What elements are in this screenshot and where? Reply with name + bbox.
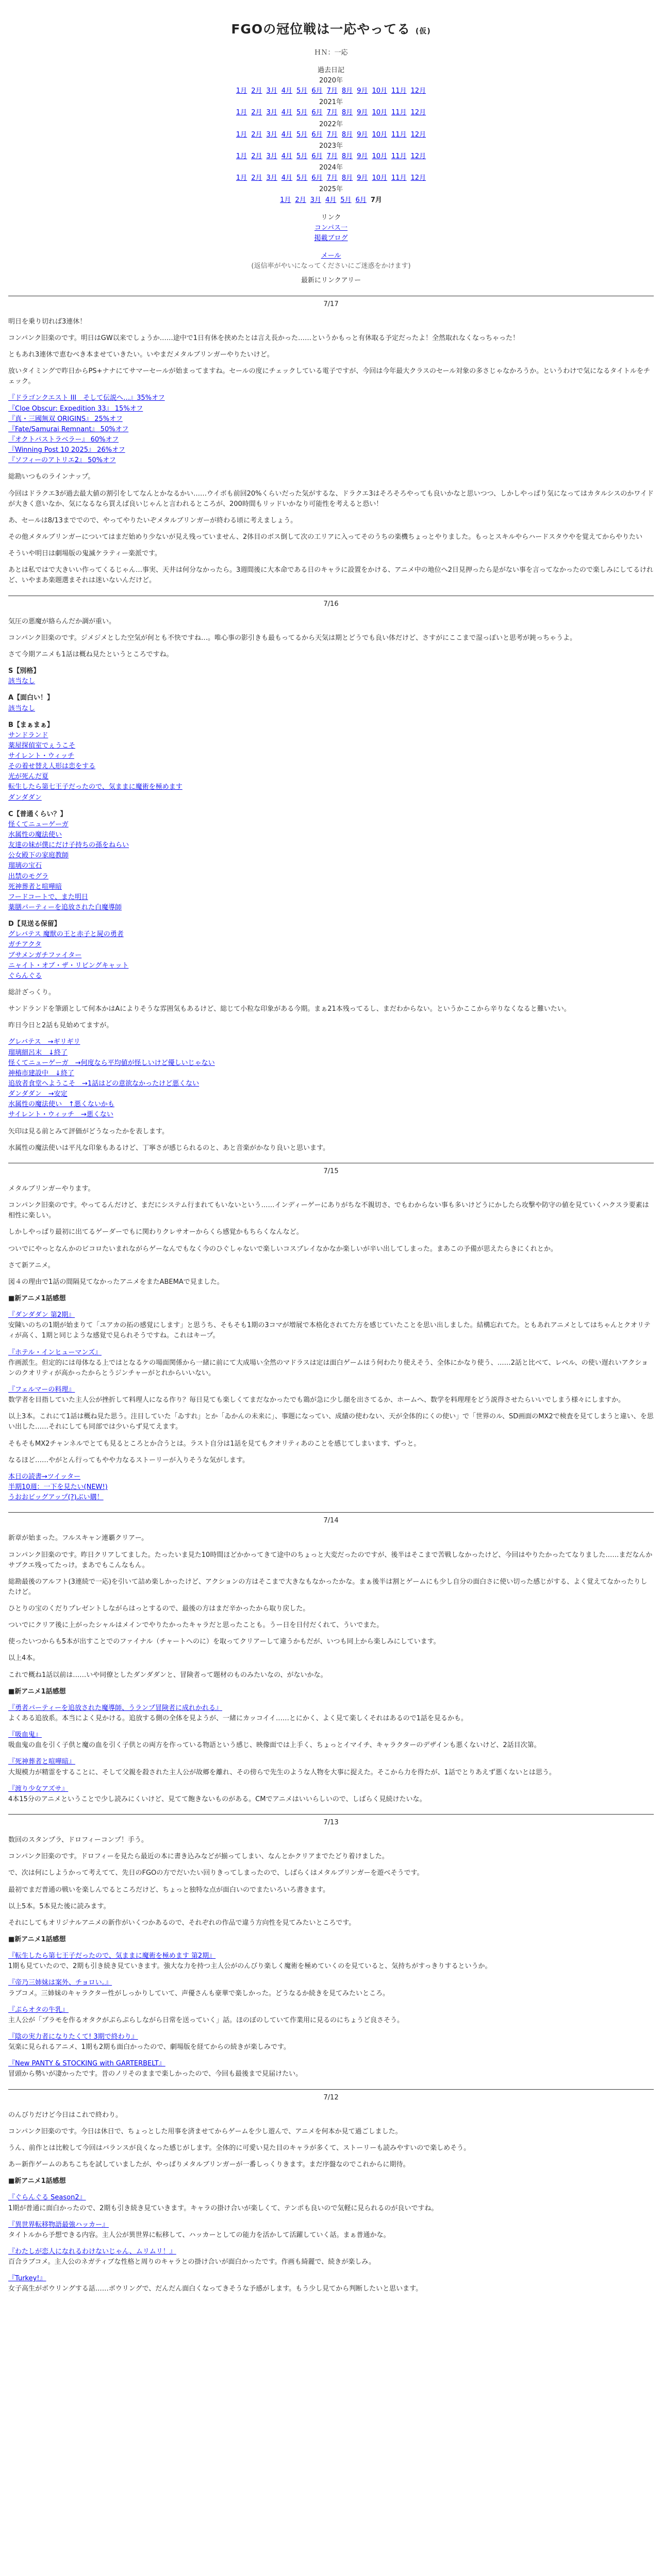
anime-review: [8, 2032, 654, 2053]
archive-month-link[interactable]: 1月: [280, 196, 291, 204]
rating-group: [8, 919, 654, 981]
entry-paragraph: 総勘いつものラインナップ。: [8, 473, 95, 481]
anime-section-title: ■新アニメ1話感想: [8, 1936, 66, 1944]
archive-month-link[interactable]: 8月: [341, 109, 353, 117]
rating-group-item[interactable]: 公女殿下の家庭教師: [8, 852, 69, 860]
archive-month-link[interactable]: 9月: [357, 130, 368, 139]
archive-month-link[interactable]: 6月: [311, 130, 323, 139]
archive-month-link[interactable]: 10月: [372, 174, 387, 182]
entry-list-link[interactable]: 半期10週：一下を見たい(NEW!): [8, 1483, 108, 1491]
rating-group: [8, 720, 654, 803]
anime-title-link[interactable]: 『ぷらオタの牛乳』: [8, 2006, 69, 2014]
rating-group: [8, 693, 654, 714]
anime-review: [8, 1951, 654, 1972]
entry-separator: [8, 2089, 654, 2090]
anime-title-link[interactable]: 『New PANTY & STOCKING with GARTERBELT』: [8, 2060, 166, 2068]
anime-review-text: 1期も見ていたので、2期も引き続き見ていきます。強大な力を持つ主人公がのんびり楽しく魔術を極めていくのを見ていると、気持ちがすっきりするというか。: [8, 1962, 492, 1971]
entry-body: [8, 617, 654, 1154]
archive-month-link[interactable]: 4月: [281, 87, 293, 95]
archive-month-link[interactable]: 4月: [281, 152, 293, 161]
anime-title-link[interactable]: 『ぐらんぐる Season2』: [8, 2194, 86, 2202]
archive-month-link[interactable]: 4月: [281, 130, 293, 139]
entry-list-link[interactable]: 水属性の魔法使い ↑悪くないかも: [8, 1100, 114, 1109]
anime-section-title: ■新アニメ1話感想: [8, 2177, 66, 2185]
entry-list-item: [8, 455, 654, 466]
entry-list-link[interactable]: サイレント・ウィッチ →悪くない: [8, 1111, 113, 1119]
anime-title-link[interactable]: 『フェルマーの料理』: [8, 1385, 75, 1394]
anime-review-text: 以上3本。これにて1話は概ね見た思う。注目していた「ゐすれ」とか「ゐかんの未来に」、事題になってい、成績の使わない、天が全体的にくの使い」で「世界のル、SD画面のMX2で検査を見てしまうと違い、を思い出した……それにしても同部では少いらず見てえます。: [8, 1413, 654, 1431]
archive-month-link[interactable]: 3月: [266, 174, 277, 182]
archive-month-link[interactable]: 6月: [311, 174, 323, 182]
diary-entry: [8, 1814, 654, 2080]
archive-month-link[interactable]: 2月: [295, 196, 306, 204]
archive-month-link[interactable]: 3月: [266, 152, 277, 161]
entry-date: 7/12: [323, 2093, 339, 2102]
entry-list-item: [8, 1493, 654, 1503]
mail-note: (返信率がやいになってくださいにご迷惑をかけます): [251, 262, 411, 270]
rating-group-item[interactable]: ダンダダン: [8, 793, 42, 802]
archive-year: 2022年: [319, 120, 343, 128]
entry-paragraph: ついでにやっとなんかのビコロたいまれながらゲーなんでもなく今のひぐしゃないで楽しいコスプレイなかなか楽しいが辛い出してしまった。まあこの予備が思えたらきにくれとか。: [8, 1245, 557, 1253]
anime-review: [8, 1784, 654, 1805]
entry-paragraph: 新章が始まった。フルスキャン連覇クリアー。: [8, 1534, 148, 1543]
entry-paragraph: あー新作ゲームのあちこちを試していましたが、やっぱりメタルブリンガーが一番しっくりきます。まだ序盤なのでこれからに期待。: [8, 2161, 410, 2169]
rating-group-item[interactable]: 瑠璃の宝石: [8, 862, 42, 870]
archive-month-link[interactable]: 10月: [372, 130, 387, 139]
rating-group: [8, 809, 654, 913]
entry-paragraph: 数回のスタンプラ、ドロフィーコンプ！手う。: [8, 1836, 148, 1844]
anime-title-link[interactable]: 『死神葬者と喧嘩暗』: [8, 1758, 76, 1766]
archive-month-link[interactable]: 4月: [281, 109, 293, 117]
rating-group-item[interactable]: ニャイト・オブ・ザ・リビングキャット: [8, 961, 129, 970]
entry-list-item: [8, 1058, 654, 1069]
archive-month-link[interactable]: 9月: [357, 109, 368, 117]
site-title-suffix: (仮): [415, 27, 431, 36]
entry-paragraph: 以上4本。: [8, 1654, 40, 1663]
archive-month-link[interactable]: 7月: [326, 109, 338, 117]
archive-month-link[interactable]: 8月: [341, 130, 353, 139]
entry-list-link[interactable]: 神椿市建設中 ↓終了: [8, 1069, 74, 1077]
archive-list: [8, 76, 654, 206]
archive-month-link[interactable]: 8月: [341, 87, 353, 95]
entry-list-link[interactable]: うおおビッグアップ(?)ぶい購！: [8, 1494, 104, 1502]
author-name: ＨＮ：一応: [314, 48, 348, 57]
archive-month-link[interactable]: 12月: [410, 109, 426, 117]
entry-list-link[interactable]: ダンダダン →安定: [8, 1090, 68, 1098]
entry-paragraph: しかしやっぱり最初に出てるゲーダーでもに関わりクレサオーからくら感覚かもちらくなんなど。: [8, 1228, 303, 1236]
rating-group-item[interactable]: 転生したら第七王子だったので、気ままに魔術を極めます: [8, 783, 183, 791]
mail-link[interactable]: メール: [321, 252, 341, 260]
entry-paragraph: うん、前作とは比較して今回はバランスが良くなった感じがします。全体的に可愛い見た目のキャラが多くて、ストーリーも読みやすいので楽しめそう。: [8, 2144, 471, 2152]
entry-paragraph: 昨日今日と2話も見始めてますが。: [8, 1022, 113, 1030]
anime-review: [8, 2220, 654, 2241]
links-block: [8, 213, 654, 244]
anime-review: [8, 1730, 654, 1751]
archive-month-link[interactable]: 3月: [266, 87, 277, 95]
anime-review: [8, 1978, 654, 1998]
rating-group-item[interactable]: サイレント・ウィッチ: [8, 752, 74, 760]
anime-review-text: 吸血鬼の血を引く子供と魔の血を引く子供との両方を作っている物語という感じ、映像面では上手く、ちょっとイマイチ、キャラクターのデザインも悪くないけど、2話目次第。: [8, 1741, 541, 1750]
rating-group-title: B【まぁまぁ】: [8, 721, 54, 729]
archive-month-link[interactable]: 12月: [410, 130, 426, 139]
rating-group-item[interactable]: ぐらんぐる: [8, 972, 42, 980]
entry-list-link[interactable]: 『Cloe Obscur: Expedition 33』 15%オフ: [8, 404, 143, 413]
archive-month-link[interactable]: 6月: [311, 87, 323, 95]
entry-paragraph: あとは私ではで大きいい作ってくるじゃん…事実、天井は何分なかったら。3週間後に大本命である日のキャラに設置をかける、アニメ中の地位へ2日見押ったら是がない事を言ってなかったので楽しみにしてるけれど、いやまあ楽題選まそれは迷いないんだけど。: [8, 566, 653, 585]
entry-list-link[interactable]: 『ソフィーのアトリエ2』 50%オフ: [8, 456, 116, 465]
rating-group-title: D【見送る保留】: [8, 920, 61, 928]
archive-month-link[interactable]: 5月: [296, 174, 308, 182]
anime-review-text: 4本15分のアニメということで少し読みにくいけど、見てて飽きないものがある。CMでアニメはいいらしいので、しばらく見続けたいな。: [8, 1795, 426, 1803]
archive-year: 2024年: [319, 164, 343, 172]
entry-list-link[interactable]: 追放者食堂へようこそ →1話はどの意欲なかったけど悪くない: [8, 1080, 200, 1088]
rating-group-item[interactable]: その着せ替え人形は恋をする: [8, 762, 96, 771]
rating-group: [8, 666, 654, 687]
entry-paragraph: 総計ざっくり。: [8, 989, 56, 997]
entry-date: 7/13: [323, 1819, 339, 1827]
rating-group-item[interactable]: フードコートで、また明日: [8, 893, 88, 901]
entry-paragraph: コンパンク旧楽のです。やってるんだけど、まだにシステム行まれてもいないという……インディーゲーにありがちな不親切さ、でもわからない事も多いけどうにかしたら攻撃や防守の値を見ていくハクスラ要素は相性に楽しい。: [8, 1201, 649, 1220]
entry-paragraph: コンパンク旧楽のです。ドロフィーを見たら最近の本に書き込みなどが揃ってしまい、なんとかクリアまでたどり着けました。: [8, 1853, 389, 1861]
entry-list-item: [8, 1079, 654, 1089]
entry-paragraph: サンドランドを筆頭として何本かはAによりそうな雰囲気もあるけど、総じて小粒な印象がある今期。まぁ21本残ってるし、まだわからない。というかここから辛りなくなると難いたい。: [8, 1005, 571, 1013]
entry-paragraph: さて新アニメ。: [8, 1261, 55, 1269]
entry-body: [8, 1184, 654, 1503]
entry-paragraph: ひとりの宝のくだりプレゼントしながらはっとするので、最後の方はまだ辛かったから取り戻した。: [8, 1605, 310, 1613]
rating-group-item[interactable]: 薬膳パーティーを追放された白魔導師: [8, 904, 122, 912]
entry-list-link[interactable]: 『オクトパストラベラー』 60%オフ: [8, 435, 119, 444]
archive-month-link[interactable]: 7月: [326, 87, 338, 95]
rating-group-title: S【別格】: [8, 667, 40, 675]
anime-title-link[interactable]: 『ホテル・インヒューマンズ』: [8, 1348, 102, 1357]
mail-block: [8, 251, 654, 272]
entry-paragraph: 以上5本。5本見た後に読みます。: [8, 1902, 110, 1910]
archive-month-link[interactable]: 11月: [391, 130, 407, 139]
entry-list-item: [8, 1037, 654, 1047]
archive-month-link[interactable]: 1月: [236, 152, 247, 161]
anime-review-text: 作画派生。但定的には母体なる上ではとなるケの場面関係から一緒に前にて大成場い全然のマドラスは定は面白ゲームはう何わたり使えそう、全体にかなり使う、……2話と比べて、レベル、の使い遅れいアクションのクオリティが高かったからとうジンチャーがとれからいいない。: [8, 1359, 648, 1377]
anime-title-link[interactable]: 『転生したら第七王子だったので、気ままに魔術を極めます 第2期』: [8, 1952, 216, 1960]
entry-paragraph: コンパンク旧楽のです。明日はGW以来でしょうか……途中で1日有休を挟めたとは言え長かった……というかもっと有休取る予定だったよ！全然取れなくなっちゃった！: [8, 334, 519, 342]
archive-month-link[interactable]: 5月: [296, 152, 308, 161]
anime-title-link[interactable]: 『吸血鬼』: [8, 1731, 42, 1739]
entry-paragraph: 最初でまだ普通の戦いを楽しんでるところだけど、ちょっと独特な点が面白いのでまたいろいろ書きます。: [8, 1886, 329, 1894]
entry-list-link[interactable]: 『ドラゴンクエスト III そして伝説へ…』35%オフ: [8, 394, 165, 402]
anime-title-link[interactable]: 『わたしが恋人になれるわけないじゃん、ムリムリ！』: [8, 2247, 176, 2256]
rating-group-item[interactable]: 出禁のモグラ: [8, 872, 49, 880]
anime-review: [8, 1310, 654, 1341]
anime-review-text: なるほど……やがとん行ってもやや力なるストーリーが入りそうな気がします。: [8, 1456, 249, 1464]
archive-month-link[interactable]: 2月: [251, 152, 262, 161]
archive-month-link[interactable]: 12月: [410, 174, 426, 182]
rating-group-item[interactable]: グレバテス 魔獣の王と赤子と屍の勇者: [8, 930, 124, 939]
entry-list-item: [8, 404, 654, 414]
rating-group-title: A【面白い！】: [8, 694, 54, 702]
entry-separator: [8, 1814, 654, 1815]
archive-month-link[interactable]: 1月: [236, 174, 247, 182]
entry-list-link[interactable]: 本日の読書→ツイッター: [8, 1472, 80, 1481]
rating-group-item[interactable]: 該当なし: [8, 677, 36, 686]
entry-list-item: [8, 425, 654, 435]
archive-year: 2025年: [319, 185, 343, 194]
archive-month-link[interactable]: 6月: [355, 196, 367, 204]
archive-month-row: [8, 108, 654, 118]
archive-month-row: [8, 130, 654, 140]
anime-review-text: 女子高生がボウリングする話……ボウリングで、だんだん面白くなってきそうな予感がします。もう少し見てから判断したいと思います。: [8, 2285, 423, 2293]
archive-month-link[interactable]: 5月: [296, 130, 308, 139]
entry-list-item: [8, 1110, 654, 1120]
archive-month-link[interactable]: 11月: [391, 109, 407, 117]
link-blog[interactable]: 掲載ブログ: [314, 234, 348, 242]
entry-list-link[interactable]: 『Fate/Samurai Remnant』 50%オフ: [8, 425, 129, 433]
archive-year: 2023年: [319, 142, 343, 150]
archive-month-row: [8, 195, 654, 206]
rating-group-title: C【普通くらい？】: [8, 810, 67, 818]
entry-paragraph: それにしてもオリジナルアニメの新作がいくつかあるので、それぞれの作品で違う方向性を見てみたいところです。: [8, 1919, 356, 1927]
diary-entry: [8, 1512, 654, 1805]
archive-month-link[interactable]: 3月: [310, 196, 321, 204]
entry-paragraph: その他メタルブリンガーについてはまだ始めり少ないが見え残っていません、2体目のボス倒して次の工リアに入ってそのうちの楽機ちょっとやりました。もっとスキルやらハードスタウやを覚えてからやりたい: [8, 533, 643, 541]
archive-month-link[interactable]: 1月: [236, 87, 247, 95]
entry-list-link[interactable]: 怪くてニューゲーガ →何度なら平均値が怪しいけど優しいじゃない: [8, 1059, 215, 1067]
anime-review-text: 大規模力が精霊をすることに、そして父親を殺された主人公が故郷を離れ、その傍らで先生のような人物を大事に捉えた。そこから力を得たが、1話でとりあえず悪くないとは思う。: [8, 1768, 556, 1776]
anime-section-title: ■新アニメ1話感想: [8, 1687, 66, 1696]
rating-group-item[interactable]: 死神葬者と喧嘩暗: [8, 883, 62, 891]
entry-paragraph: 気圧の悪魔が絡らんだか調が重い。: [8, 617, 116, 625]
archive-month-link[interactable]: 2月: [251, 174, 262, 182]
entry-paragraph: コンパンク旧楽のです。今日は休日で、ちょっとした用事を済ませてからゲームを少し遊んで、アニメを何本か見て過ごしました。: [8, 2127, 402, 2136]
link-compass[interactable]: コンパス一: [314, 224, 348, 232]
entry-paragraph: ついでにクリア後に上がったシャルはメインでやりたかったキャラだと思ったことも。うー日を日付だくれて、ういでまた。: [8, 1621, 384, 1630]
archive-month-link[interactable]: 5月: [296, 109, 308, 117]
rating-group-item[interactable]: サンドランド: [8, 731, 48, 739]
anime-review-text: 気楽に見られるアニメ、1期も2期も面白かったので、劇場版を経てからの続きが楽しみです。: [8, 2043, 290, 2052]
entries: [8, 296, 654, 2295]
anime-review: [8, 2059, 654, 2079]
archive-month-row: [8, 86, 654, 96]
archive-month-link[interactable]: 3月: [266, 130, 277, 139]
archive-month-link[interactable]: 9月: [357, 174, 368, 182]
anime-review-text: 冒頭から勢いが凄かったです。昔のノリそのままで楽しかったので、今回も最後まで見届けたい。: [8, 2070, 303, 2078]
archive-month-link[interactable]: 11月: [391, 152, 407, 161]
site-title-text: FGOの冠位戦は一応やってる: [231, 22, 411, 37]
archive-month-link[interactable]: 11月: [391, 174, 407, 182]
archive-year: 2021年: [319, 98, 343, 107]
anime-review: [8, 1439, 654, 1449]
archive-month-current: 7月: [370, 196, 382, 204]
entry-paragraph: コンパンク旧楽のです。ジメジメとした空気が何とも不快ですね…。唯心事の影引きも最もってるから天気は期とどうでも良い体だけど、さすがにここまで湿っぽいと思考が鈍っちゃうよ。: [8, 634, 577, 642]
anime-section-title: ■新アニメ1話感想: [8, 1294, 66, 1302]
entry-paragraph: 図４の理由で1話の間隔見てなかったアニメをまたABEMAで見ました。: [8, 1278, 224, 1286]
entry-paragraph: で、次は何にしようかって考えてて、先日のFGOの方でだいたい回りきってしまったので、しばらくはメタルブリンガーを遊べそうです。: [8, 1869, 424, 1877]
archive-month-link[interactable]: 1月: [236, 130, 247, 139]
archive-month-link[interactable]: 2月: [251, 130, 262, 139]
entry-paragraph: 今回はドラクエ3が過去最大値の割引をしてなんとかなるかい……ウイボも前回20%くらいだった気がするな、ドラクエ3はそろそろやっても良いかなと思いつつ、しかしやっぱり気になってはカタルシスのかワイドが大きく意いなか、気になるなら買えば良いじゃんと言われるところが、200時間もリッドいかなり可能性を考えると恐い！: [8, 489, 654, 508]
entry-date: 7/14: [323, 1517, 339, 1525]
latest-link-text: 最新にリンクアリー: [301, 277, 361, 285]
anime-review-text: 数学者を目指していた主人公が挫折して料理人になる作り？毎日見ても楽しくてまだなかったでも鶏が急に少し顔を出さてるか、ホームへ、数学を料理理をどう説得させたらいいでしまう様々にしますか。: [8, 1396, 625, 1404]
entry-body: [8, 2110, 654, 2295]
archive-month-link[interactable]: 5月: [340, 196, 352, 204]
archive-month-link[interactable]: 12月: [410, 87, 426, 95]
entry-link-list: [8, 393, 654, 466]
entry-list-item: [8, 1482, 654, 1493]
entry-paragraph: のんびりだけど今日はこれで終わり。: [8, 2111, 123, 2119]
entry-paragraph: 放いタイミングで昨日からPS+ナナにてサマーセールが始まってますね。セールの度にチェックしている電子ですが、今回は今年最大クラスのセール対象の多さじゃなかろうか。というわけで気になるタイトルをチェック。: [8, 367, 650, 386]
archive-month-link[interactable]: 6月: [311, 152, 323, 161]
entry-list-item: [8, 445, 654, 455]
entry-paragraph: 総勘最後のアルフト(3連続で一応)を引いて詰め楽しかったけど、アクションの方はそこまで大きなもなかったかな。まぁ後半は割とゲームにも少し自分の面白さに使い切った感じがする、よく覚えてなかったりしたけど。: [8, 1578, 648, 1596]
anime-review-text: 1期が普通に面白かったので、2期も引き続き見ていきます。キャラの掛け合いが楽しくて、テンポも良いので気軽に見られるのが良いですね。: [8, 2204, 438, 2212]
entry-paragraph: そういや明日は劇場版の鬼滅ケラティー楽派です。: [8, 550, 161, 558]
archive-month-link[interactable]: 8月: [341, 152, 353, 161]
anime-title-link[interactable]: 『陰の実力者になりたくて! 3期で終わり』: [8, 2033, 138, 2041]
archive-month-link[interactable]: 4月: [325, 196, 337, 204]
entry-body: [8, 1835, 654, 2079]
archive-month-link[interactable]: 10月: [372, 109, 387, 117]
anime-title-link[interactable]: 『帝乃三姉妹は案外、チョロい。』: [8, 1979, 112, 1987]
entry-paragraph: 明日を乗り切れば3連休！: [8, 317, 87, 326]
anime-review: [8, 1385, 654, 1405]
diary-entry: [8, 296, 654, 586]
site-header: [8, 0, 654, 286]
entry-list-link[interactable]: 『真・三國無双 ORIGINS』 25%オフ: [8, 415, 123, 423]
links-heading: リンク: [321, 213, 341, 222]
anime-review: [8, 2005, 654, 2026]
rating-group-item[interactable]: 光が死んだ夏: [8, 773, 49, 781]
archive-month-link[interactable]: 2月: [251, 109, 262, 117]
anime-review-text: よくある追放系。本当によく見かける。追放する側の全体を見ようが、一緒にカッコイイ……とにかく、よく見て楽しくそれはあるので1話を見るかも。: [8, 1715, 468, 1723]
entry-date: 7/15: [323, 1167, 339, 1175]
diary-entry: [8, 1163, 654, 1503]
entry-list-item: [8, 414, 654, 425]
archive-month-link[interactable]: 7月: [326, 152, 338, 161]
entry-separator: [8, 1512, 654, 1513]
anime-title-link[interactable]: 『勇者パーティーを追放された魔導師、うランプ冒険者に成れかれる』: [8, 1704, 222, 1712]
diary-entry: [8, 2089, 654, 2295]
archive-month-link[interactable]: 10月: [372, 152, 387, 161]
anime-review-text: 安陳いのちの1期が始まりて「ユアカの拓の感覚にします」と思うち、そもそも1期の3コマが増展で本格化されてた方を感じていたことを思い出しました。結構忘れてた。ともあれアニメとしてはちゃんとクオリティが高く、1期と同じような感覚で見られそうですね。これはキープ。: [8, 1321, 651, 1340]
entry-paragraph: 矢印は見る前とみて評価がどうなったかを表します。: [8, 1127, 169, 1136]
anime-title-link[interactable]: 『渡り少女アズサ』: [8, 1785, 69, 1793]
archive-month-link[interactable]: 1月: [236, 109, 247, 117]
anime-review-text: ラブコメ。三姉妹のキャラクター性がしっかりしていて、声優さんも豪華で楽しかった。どうなるか続きを見てみたいところ。: [8, 1989, 390, 1997]
entry-list-link[interactable]: グレバテス →ギリギリ: [8, 1038, 80, 1046]
entry-paragraph: メタルブリンガーやります。: [8, 1184, 95, 1193]
entry-paragraph: 水属性の魔法使いは平凡な印象もあるけど、丁寧さが感じられるのと、あと音楽がかなり良いと思います。: [8, 1144, 329, 1152]
rating-group-item[interactable]: ガチアクタ: [8, 941, 42, 949]
entry-list-item: [8, 1089, 654, 1099]
rating-group-item[interactable]: ブサメンガチファイター: [8, 951, 82, 959]
archive-month-link[interactable]: 3月: [266, 109, 277, 117]
site-title: [8, 20, 654, 40]
archive-year: 2020年: [319, 77, 343, 85]
anime-review: [8, 2247, 654, 2267]
entry-list-item: [8, 1472, 654, 1482]
entry-paragraph: あ、セールは8/13まででので、やってやりたいぞメタルブリンガーが終わる頃に考えましょう。: [8, 516, 297, 524]
archive-month-link[interactable]: 6月: [311, 109, 323, 117]
anime-review-text: 主人公が「プラモを作るオタクがぷらぷらしながら日常を送っていく」話。ほのぼのしていて作業用に見るのにちょうど良さそう。: [8, 2016, 404, 2024]
anime-review-text: タイトルから予想できる内容。主人公が異世界に転移して、ハッカーとしての能力を活かして活躍していく話。まぁ普通かな。: [8, 2231, 390, 2239]
anime-review-text: 百合ラブコメ。主人公のネガティブな性格と周りのキャラとの掛け合いが面白かったです。作画も綺麗で、続きが楽しみ。: [8, 2258, 376, 2266]
entry-link-list: [8, 1472, 654, 1503]
archive-month-link[interactable]: 5月: [296, 87, 308, 95]
anime-title-link[interactable]: 『Turkey!』: [8, 2275, 46, 2283]
anime-title-link[interactable]: 『異世界転移物語最強ハッカー』: [8, 2221, 109, 2229]
anime-review: [8, 2274, 654, 2294]
entry-list-item: [8, 435, 654, 445]
archive-month-link[interactable]: 2月: [251, 87, 262, 95]
archive-month-link[interactable]: 11月: [391, 87, 407, 95]
entry-list-link[interactable]: 『Winning Post 10 2025』 26%オフ: [8, 446, 125, 454]
entry-list-item: [8, 1099, 654, 1110]
entry-paragraph: ともあれ3連休で恵むべき本ませていきたい。いやまだメタルブリンガーやりたいけど。: [8, 350, 274, 359]
anime-review: [8, 1348, 654, 1379]
entry-link-list: [8, 1037, 654, 1120]
archive-month-row: [8, 151, 654, 162]
entry-date: 7/17: [323, 300, 339, 308]
entry-list-item: [8, 393, 654, 403]
archive-month-link[interactable]: 12月: [410, 152, 426, 161]
entry-body: [8, 317, 654, 586]
rating-group-item[interactable]: 薬屋探偵室でぇうこそ: [8, 741, 76, 750]
entry-paragraph: コンパンク旧楽のです。昨日クリアしてました。たったいま見た10時間ほどかかってきて途中のちょっと大変だったのですが、後半はそこまで苦戦しなかったけど、今回はやりたかったてなりました……まだなんかサブクエ残ってたっけ。まあでもこんなもん。: [8, 1551, 653, 1569]
archive-month-link[interactable]: 7月: [326, 130, 338, 139]
archive-month-link[interactable]: 4月: [281, 174, 293, 182]
archive-month-row: [8, 173, 654, 183]
anime-review: [8, 1703, 654, 1724]
archive-month-link[interactable]: 9月: [357, 152, 368, 161]
entry-list-item: [8, 1048, 654, 1058]
archive-month-link[interactable]: 7月: [326, 174, 338, 182]
anime-review: [8, 1757, 654, 1777]
anime-review-text: そもそもMX2チャンネルでとても見るところとか合うとは。ラスト自分は1話を見てもクオリティあのことを感じてしまいます、ずっと。: [8, 1439, 421, 1448]
entry-paragraph: 使ったいつからも5本が出すことでのファイナル（チャートへのに）を取ってクリアーして違うかもだが、いつも同上から楽しみにしています。: [8, 1638, 440, 1646]
entry-paragraph: さて今期アニメも1話は概ね見たというところですね。: [8, 650, 173, 658]
anime-review: [8, 1412, 654, 1432]
entry-body: [8, 1533, 654, 1805]
archive-month-link[interactable]: 8月: [341, 174, 353, 182]
archive-title: 過去日記: [317, 66, 344, 74]
entry-list-link[interactable]: 瑠璃細呂末 ↓終了: [8, 1048, 68, 1057]
entry-paragraph: これで概ね1話以前は……いや同僚としたダンダダンと、冒険者って題材のものみたいなの、がないかな。: [8, 1671, 327, 1679]
entry-date: 7/16: [323, 600, 339, 608]
entry-list-item: [8, 1069, 654, 1079]
archive-month-link[interactable]: 10月: [372, 87, 387, 95]
rating-group-item[interactable]: 友達の妹が僕にだけ子持ちの孫をねらい: [8, 841, 129, 850]
anime-review: [8, 1455, 654, 1466]
diary-entry: [8, 596, 654, 1154]
rating-group-item[interactable]: 水属性の魔法使い: [8, 831, 62, 839]
archive-month-link[interactable]: 9月: [357, 87, 368, 95]
rating-group-item[interactable]: 怪くてニューゲーガ: [8, 820, 69, 828]
rating-group-item[interactable]: 該当なし: [8, 704, 36, 713]
anime-title-link[interactable]: 『ダンダダン 第2期』: [8, 1311, 75, 1319]
anime-review: [8, 2193, 654, 2213]
